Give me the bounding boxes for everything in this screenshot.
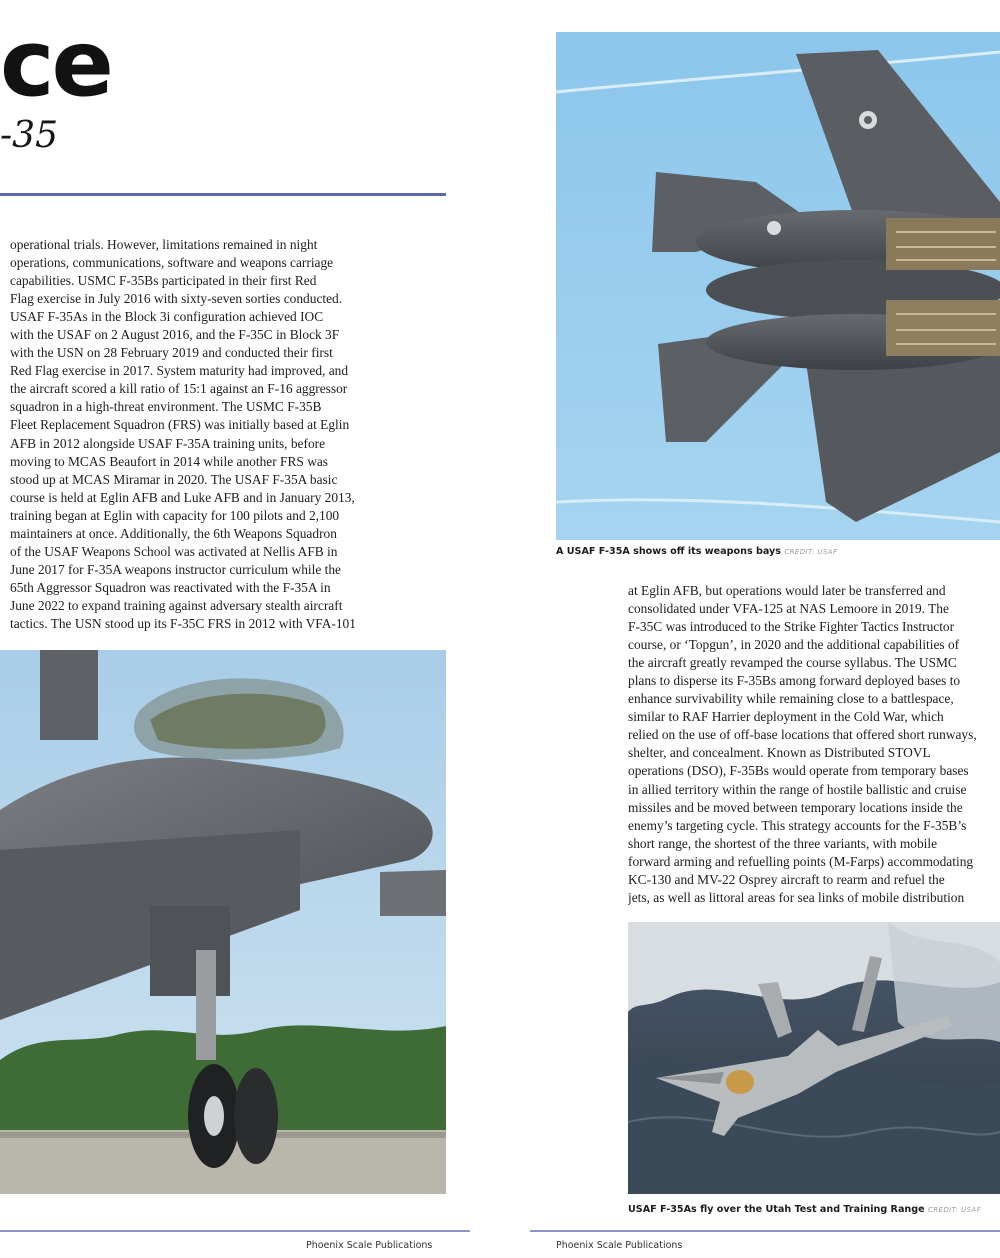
caption-weapons-bays xyxy=(556,546,837,557)
photo-f35b-front-view xyxy=(0,650,446,1194)
body-right-line: consolidated under VFA-125 at NAS Lemoore in 2019. The xyxy=(628,601,949,617)
body-right-line: enhance survivability while remaining close to a battlespace, xyxy=(628,691,954,707)
body-left-line: Flag exercise in July 2016 with sixty-seven sorties conducted. xyxy=(10,291,343,307)
body-left-line: operations, communications, software and weapons carriage xyxy=(10,255,334,271)
headline-fragment: ce xyxy=(0,10,111,117)
body-left-line: tactics. The USN stood up its F-35C FRS in 2012 with VFA-101 xyxy=(10,615,356,631)
subheadline-fragment: -35 xyxy=(0,115,58,156)
body-left-line: maintainers at once. Additionally, the 6th Weapons Squadron xyxy=(10,525,337,541)
body-left-line: the aircraft scored a kill ratio of 15:1 against an F-16 aggressor xyxy=(10,381,348,397)
body-right-line: jets, as well as littoral areas for sea links of mobile distribution xyxy=(628,889,965,905)
body-left-line: capabilities. USMC F-35Bs participated in their first Red xyxy=(10,273,317,289)
body-right-line: short range, the shortest of the three variants, with mobile xyxy=(628,835,938,851)
footer-rule-right xyxy=(530,1230,1000,1232)
body-left-line: course is held at Eglin AFB and Luke AFB and in January 2013, xyxy=(10,489,355,505)
body-left-line: moving to MCAS Beaufort in 2014 while another FRS was xyxy=(10,453,329,469)
body-right-line: forward arming and refuelling points (M-Farps) accommodating xyxy=(628,853,974,869)
body-right-line: relied on the use of off-base locations that offered short runways, xyxy=(628,727,977,743)
body-column-left xyxy=(10,236,374,633)
body-right-line: in allied territory within the range of hostile ballistic and cruise xyxy=(628,781,967,797)
body-left-line: stood up at MCAS Miramar in 2020. The USAF F-35A basic xyxy=(10,471,338,487)
body-left-line: Red Flag exercise in 2017. System maturity had improved, and xyxy=(10,363,349,379)
caption-utah-range-text: USAF F-35As fly over the Utah Test and Training Range xyxy=(628,1204,925,1215)
body-left-line: operational trials. However, limitations remained in night xyxy=(10,237,318,252)
body-left-line: AFB in 2012 alongside USAF F-35A training units, before xyxy=(10,435,326,451)
body-right-line: plans to disperse its F-35Bs among forward deployed bases to xyxy=(628,673,961,689)
caption-weapons-bays-credit: CREDIT: USAF xyxy=(784,548,838,556)
footer-publisher-left: Phoenix Scale Publications xyxy=(306,1240,433,1251)
body-right-line: course, or ‘Topgun’, in 2020 and the additional capabilities of xyxy=(628,637,960,653)
body-left-line: June 2022 to expand training against adversary stealth aircraft xyxy=(10,597,343,613)
body-left-line: squadron in a high-threat environment. The USMC F-35B xyxy=(10,399,322,415)
body-left-line: 65th Aggressor Squadron was reactivated with the F-35A in xyxy=(10,579,331,595)
body-left-line: June 2017 for F-35A weapons instructor curriculum while the xyxy=(10,561,341,577)
headline-rule xyxy=(0,193,446,196)
body-right-line: enemy’s targeting cycle. This strategy accounts for the F-35B’s xyxy=(628,817,967,833)
body-left-line: USAF F-35As in the Block 3i configuration achieved IOC xyxy=(10,309,324,325)
body-right-line: similar to RAF Harrier deployment in the Cold War, which xyxy=(628,709,944,725)
caption-utah-range xyxy=(628,1204,981,1215)
body-right-line: KC-130 and MV-22 Osprey aircraft to rearm and refuel the xyxy=(628,871,945,887)
body-right-line: missiles and be moved between temporary locations inside the xyxy=(628,799,963,815)
body-left-line: training began at Eglin with capacity for 100 pilots and 2,100 xyxy=(10,507,340,523)
photo-f35a-weapons-bays xyxy=(556,32,1000,540)
body-left-line: Fleet Replacement Squadron (FRS) was initially based at Eglin xyxy=(10,417,350,433)
body-right-line: the aircraft greatly revamped the course syllabus. The USMC xyxy=(628,655,957,671)
footer-publisher-right: Phoenix Scale Publications xyxy=(556,1240,683,1251)
photo-f35a-utah-range xyxy=(628,922,1000,1194)
body-right-line: operations (DSO), F-35Bs would operate from temporary bases xyxy=(628,763,969,779)
caption-utah-range-credit: CREDIT: USAF xyxy=(927,1206,981,1214)
body-column-right xyxy=(628,582,1000,907)
body-right-line: F-35C was introduced to the Strike Fighter Tactics Instructor xyxy=(628,619,955,635)
body-left-line: of the USAF Weapons School was activated at Nellis AFB in xyxy=(10,543,338,559)
body-left-line: with the USAF on 2 August 2016, and the F-35C in Block 3F xyxy=(10,327,340,343)
footer-rule-left xyxy=(0,1230,470,1232)
body-right-line: shelter, and concealment. Known as Distributed STOVL xyxy=(628,745,931,761)
body-left-line: with the USN on 28 February 2019 and conducted their first xyxy=(10,345,333,361)
body-right-line: at Eglin AFB, but operations would later be transferred and xyxy=(628,583,946,598)
caption-weapons-bays-text: A USAF F-35A shows off its weapons bays xyxy=(556,546,782,557)
